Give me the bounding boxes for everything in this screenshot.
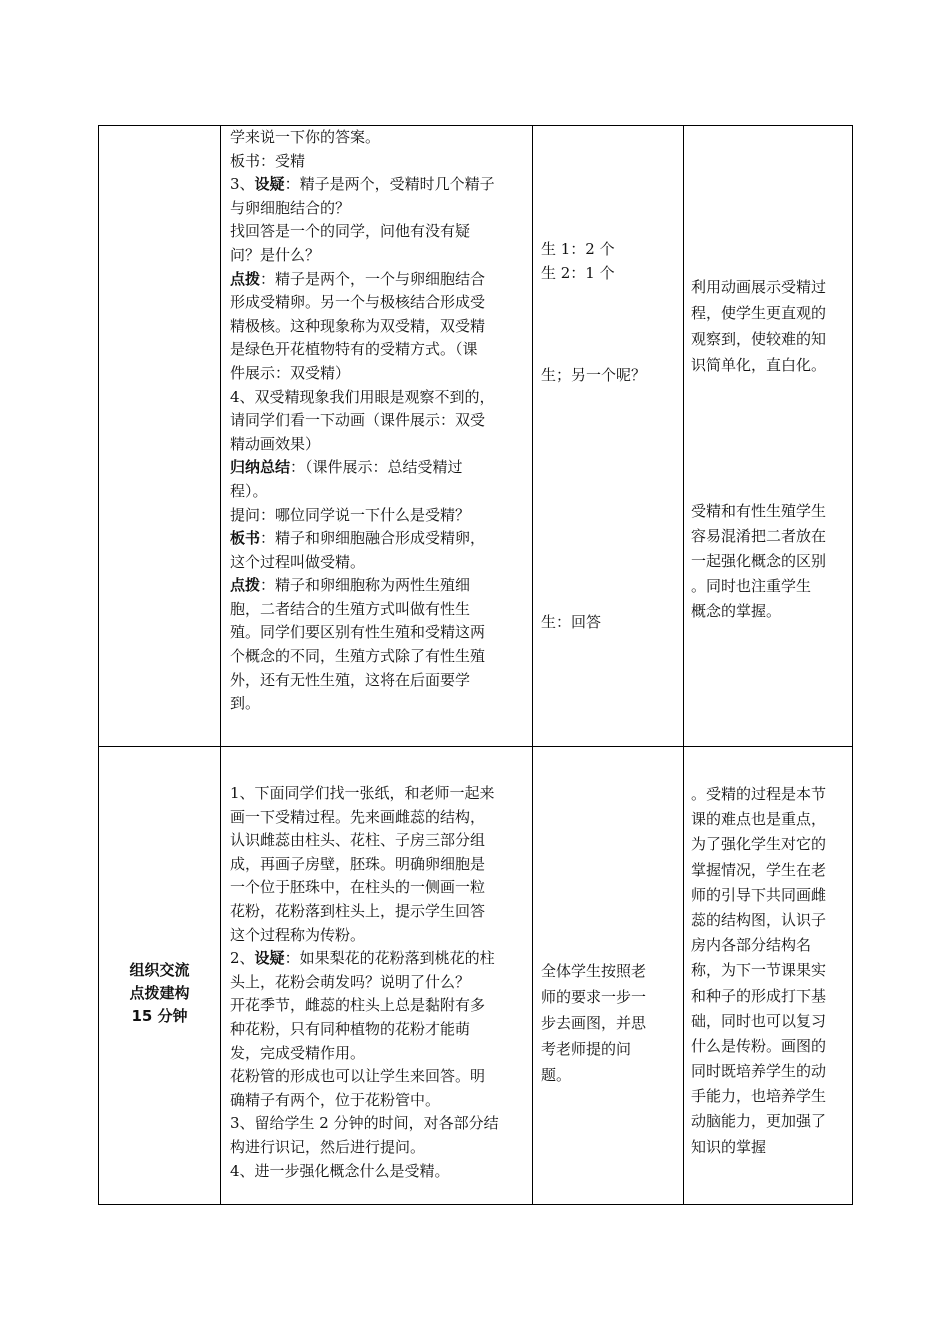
- line-text: ：精子和卵细胞融合形成受精卵，: [260, 529, 486, 548]
- text-line: 础，同时也可以复习: [691, 1011, 827, 1030]
- text-line: [230, 126, 495, 150]
- text-line: [230, 924, 499, 948]
- column-divider: [683, 126, 684, 1204]
- line-text: 成，再画子房壁，胚珠。明确卵细胞是: [230, 854, 486, 873]
- student-question: 生；另一个呢？: [541, 366, 647, 384]
- text-line: 知识的掌握: [691, 1137, 767, 1156]
- bold-keyword: 设疑: [254, 949, 285, 968]
- student-activity-cell: [541, 958, 646, 1088]
- column-divider: [532, 126, 533, 1204]
- stage-title: 点拨建构: [129, 984, 190, 1002]
- text-line: [230, 853, 499, 877]
- text-line: [230, 456, 495, 480]
- design-intent-cell: [691, 782, 826, 1160]
- student-answer: 生 2：1 个: [541, 263, 615, 282]
- intent-line: 观察到，使较难的知: [691, 330, 827, 348]
- teacher-activity-cell: [230, 782, 499, 1183]
- intent-line: 容易混淆把二者放在: [691, 527, 827, 545]
- text-line: [230, 173, 495, 197]
- text-line: [230, 480, 495, 504]
- text-line: [230, 291, 495, 315]
- text-line: 师的引导下共同画雌: [691, 885, 827, 904]
- text-line: 为了强化学生对它的: [691, 835, 827, 854]
- design-intent-cell: [691, 499, 826, 624]
- text-line: [230, 598, 495, 622]
- line-text: 程）。: [230, 481, 268, 500]
- text-line: [230, 386, 495, 410]
- lesson-plan-table: [98, 125, 853, 1205]
- line-text: 件展示：双受精）: [230, 363, 351, 382]
- text-line: [230, 782, 499, 806]
- intent-line: 程，使学生更直观的: [691, 304, 827, 322]
- intent-line: 一起强化概念的区别: [691, 552, 827, 570]
- student-answer: 生：回答: [541, 613, 602, 631]
- line-number: 2、: [230, 949, 255, 968]
- student-line: 全体学生按照老: [541, 962, 647, 980]
- text-line: [230, 692, 495, 716]
- text-line: [230, 150, 495, 174]
- text-line: [230, 551, 495, 575]
- line-text: 这个过程叫做受精。: [230, 552, 366, 571]
- intent-line: 。同时也注重学生: [691, 577, 812, 595]
- line-text: 花粉管的形成也可以让学生来回答。明: [230, 1067, 486, 1086]
- line-text: 头上，花粉会萌发吗？说明了什么？: [230, 972, 471, 991]
- line-text: 个概念的不同，生殖方式除了有性生殖: [230, 647, 486, 666]
- bold-keyword: 点拨: [230, 576, 261, 595]
- text-line: 和种子的形成打下基: [691, 986, 827, 1005]
- student-line: 步去画图，并思: [541, 1014, 647, 1032]
- line-text: 画一下受精过程。先来画雌蕊的结构，: [230, 807, 486, 826]
- text-line: 房内各部分结构名: [691, 936, 812, 955]
- text-line: [230, 947, 499, 971]
- stage-duration: 15 分钟: [131, 1007, 188, 1025]
- text-line: [230, 1160, 499, 1184]
- text-line: [230, 1018, 499, 1042]
- line-text: 一个位于胚珠中，在柱头的一侧画一粒: [230, 878, 486, 897]
- text-line: [230, 244, 495, 268]
- text-line: 动脑能力，更加强了: [691, 1112, 827, 1131]
- bold-keyword: 板书: [230, 529, 261, 548]
- line-text: 开花季节，雌蕊的柱头上总是黏附有多: [230, 996, 486, 1015]
- text-line: 同时既培养学生的动: [691, 1062, 827, 1081]
- intent-line: 概念的掌握。: [691, 602, 782, 620]
- line-text: 构进行识记，然后进行提问。: [230, 1137, 426, 1156]
- intent-line: 受精和有性生殖学生: [691, 502, 827, 520]
- design-intent-cell: [691, 274, 826, 378]
- text-line: 手能力，也培养学生: [691, 1087, 827, 1106]
- line-text: 提问：哪位同学说一下什么是受精？: [230, 505, 471, 524]
- text-line: 掌握情况，学生在老: [691, 860, 827, 879]
- stage-label-cell: [99, 959, 220, 1028]
- line-text: 问？是什么？: [230, 245, 321, 264]
- line-text: 是绿色开花植物特有的受精方式。（课: [230, 340, 478, 359]
- text-line: [230, 338, 495, 362]
- line-text: ：精子是两个，一个与卵细胞结合: [260, 269, 486, 288]
- text-line: [230, 268, 495, 292]
- student-line: 考老师提的问: [541, 1040, 632, 1058]
- text-line: [230, 1042, 499, 1066]
- line-text: 板书：受精: [230, 151, 306, 170]
- line-text: 1、下面同学们找一张纸，和老师一起来: [230, 784, 495, 802]
- line-text: 花粉，花粉落到柱头上，提示学生回答: [230, 901, 486, 920]
- text-line: [230, 433, 495, 457]
- line-text: 胞，二者结合的生殖方式叫做有性生: [230, 599, 471, 618]
- text-line: [230, 829, 499, 853]
- line-text: 学来说一下你的答案。: [230, 128, 381, 146]
- line-text: ：精子和卵细胞称为两性生殖细: [260, 576, 471, 595]
- text-line: [230, 971, 499, 995]
- text-line: [230, 1112, 499, 1136]
- student-activity-cell: [541, 238, 615, 285]
- column-divider: [220, 126, 221, 1204]
- line-text: 4、双受精现象我们用眼是观察不到的，: [230, 387, 495, 406]
- line-text: 形成受精卵。另一个与极核结合形成受: [230, 293, 486, 312]
- text-line: [230, 669, 495, 693]
- line-text: 精极核。这种现象称为双受精，双受精: [230, 316, 486, 335]
- text-line: 。受精的过程是本节: [691, 785, 827, 803]
- line-text: 到。: [230, 694, 261, 713]
- stage-title: 组织交流: [129, 961, 190, 979]
- teacher-activity-cell: [230, 126, 495, 716]
- text-line: [230, 527, 495, 551]
- student-line: 师的要求一步一: [541, 988, 647, 1006]
- line-text: 确精子有两个，位于花粉管中。: [230, 1090, 441, 1109]
- line-text: 4、进一步强化概念什么是受精。: [230, 1161, 450, 1180]
- text-line: [230, 504, 495, 528]
- line-number: 3、: [230, 175, 255, 194]
- text-line: [230, 574, 495, 598]
- text-line: [230, 315, 495, 339]
- text-line: [230, 621, 495, 645]
- student-activity-cell: [541, 611, 601, 635]
- line-text: 精动画效果）: [230, 434, 321, 453]
- line-text: ：精子是两个，受精时几个精子: [284, 175, 495, 194]
- text-line: [230, 197, 495, 221]
- text-line: [230, 876, 499, 900]
- text-line: [230, 1089, 499, 1113]
- bold-keyword: 点拨: [230, 269, 261, 288]
- line-text: 种花粉，只有同种植物的花粉才能萌: [230, 1019, 471, 1038]
- text-line: 课的难点也是重点，: [691, 810, 827, 829]
- line-text: 请同学们看一下动画（课件展示：双受: [230, 411, 486, 430]
- text-line: [230, 1065, 499, 1089]
- student-line: 题。: [541, 1066, 572, 1084]
- line-text: 殖。同学们要区别有性生殖和受精这两: [230, 623, 486, 642]
- line-text: ：（课件展示：总结受精过: [290, 458, 463, 477]
- student-activity-cell: [541, 364, 646, 388]
- text-line: 什么是传粉。画图的: [691, 1036, 827, 1055]
- student-answer: 生 1：2 个: [541, 240, 615, 258]
- line-text: 发，完成受精作用。: [230, 1043, 366, 1062]
- line-text: 认识雌蕊由柱头、花柱、子房三部分组: [230, 831, 486, 850]
- row-divider: [99, 746, 852, 747]
- text-line: [230, 220, 495, 244]
- text-line: 蕊的结构图，认识子: [691, 910, 827, 929]
- intent-line: 识简单化，直白化。: [691, 356, 827, 374]
- text-line: 称，为下一节课果实: [691, 961, 827, 980]
- line-text: 外，还有无性生殖，这将在后面要学: [230, 670, 471, 689]
- line-text: 3、留给学生 2 分钟的时间，对各部分结: [230, 1114, 499, 1133]
- bold-keyword: 设疑: [254, 175, 285, 194]
- bold-keyword: 归纳总结: [230, 458, 291, 477]
- intent-line: 利用动画展示受精过: [691, 278, 827, 296]
- line-text: 这个过程称为传粉。: [230, 925, 366, 944]
- text-line: [230, 1136, 499, 1160]
- text-line: [230, 994, 499, 1018]
- text-line: [230, 409, 495, 433]
- text-line: [230, 900, 499, 924]
- text-line: [230, 645, 495, 669]
- line-text: ：如果梨花的花粉落到桃花的柱: [284, 949, 495, 968]
- text-line: [230, 362, 495, 386]
- text-line: [230, 806, 499, 830]
- line-text: 与卵细胞结合的？: [230, 198, 351, 217]
- line-text: 找回答是一个的同学，问他有没有疑: [230, 222, 471, 241]
